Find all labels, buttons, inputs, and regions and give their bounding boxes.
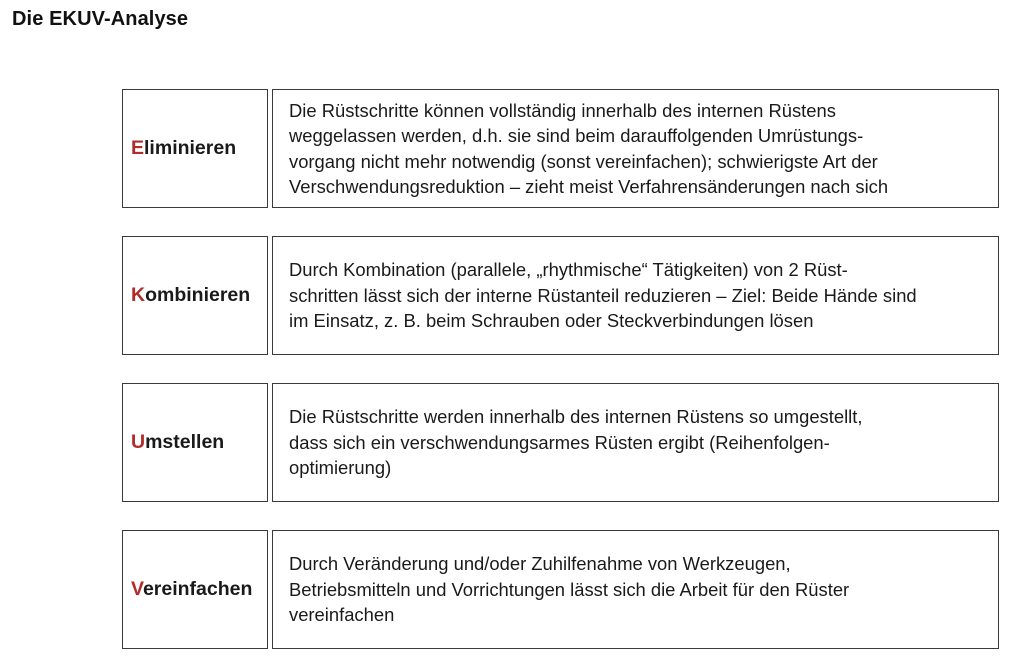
ekuv-row-umstellen	[122, 383, 999, 502]
description-line: Durch Veränderung und/oder Zuhilfenahme von Werkzeugen,	[289, 553, 791, 575]
term-label	[131, 284, 250, 307]
description-line: optimierung)	[289, 457, 392, 479]
term-initial: U	[131, 431, 146, 453]
term-cell	[122, 383, 268, 502]
description-line: schritten lässt sich der interne Rüstanteil reduzieren – Ziel: Beide Hände sind	[289, 284, 917, 306]
description-line: vereinfachen	[289, 604, 395, 626]
term-label	[131, 578, 252, 601]
description-line: vorgang nicht mehr notwendig (sonst vereinfachen); schwierigste Art der	[289, 150, 878, 172]
description-cell	[272, 89, 999, 208]
term-rest: mstellen	[145, 431, 225, 453]
term-initial: E	[131, 137, 145, 159]
term-rest: ombinieren	[145, 284, 251, 306]
term-label	[131, 431, 224, 454]
term-rest: liminieren	[144, 137, 237, 159]
description-line: Durch Kombination (parallele, „rhythmische“ Tätigkeiten) von 2 Rüst-	[289, 259, 848, 281]
description-cell	[272, 236, 999, 355]
description-line: Die Rüstschritte können vollständig innerhalb des internen Rüstens	[289, 99, 836, 121]
description-line: im Einsatz, z. B. beim Schrauben oder Steckverbindungen lösen	[289, 310, 814, 332]
description-text	[289, 257, 917, 334]
description-line: Verschwendungsreduktion – zieht meist Verfahrensänderungen nach sich	[289, 176, 889, 197]
ekuv-row-vereinfachen	[122, 530, 999, 649]
description-cell	[272, 530, 999, 649]
term-initial: V	[131, 578, 143, 600]
ekuv-row-eliminieren	[122, 89, 999, 208]
description-line: Die Rüstschritte werden innerhalb des internen Rüstens so umgestellt,	[289, 406, 863, 428]
description-line: dass sich ein verschwendungsarmes Rüsten ergibt (Reihenfolgen-	[289, 431, 830, 453]
term-label	[131, 137, 236, 160]
page-title: Die EKUV-Analyse	[12, 8, 189, 30]
description-text	[289, 98, 888, 200]
description-text	[289, 551, 849, 628]
description-line: Betriebsmitteln und Vorrichtungen lässt sich die Arbeit für den Rüster	[289, 578, 850, 600]
term-initial: K	[131, 284, 146, 306]
term-rest: ereinfachen	[142, 578, 253, 600]
description-cell	[272, 383, 999, 502]
description-line: weggelassen werden, d.h. sie sind beim darauffolgenden Umrüstungs-	[289, 125, 864, 146]
term-cell	[122, 530, 268, 649]
description-text	[289, 404, 862, 481]
ekuv-row-kombinieren	[122, 236, 999, 355]
term-cell	[122, 236, 268, 355]
term-cell	[122, 89, 268, 208]
